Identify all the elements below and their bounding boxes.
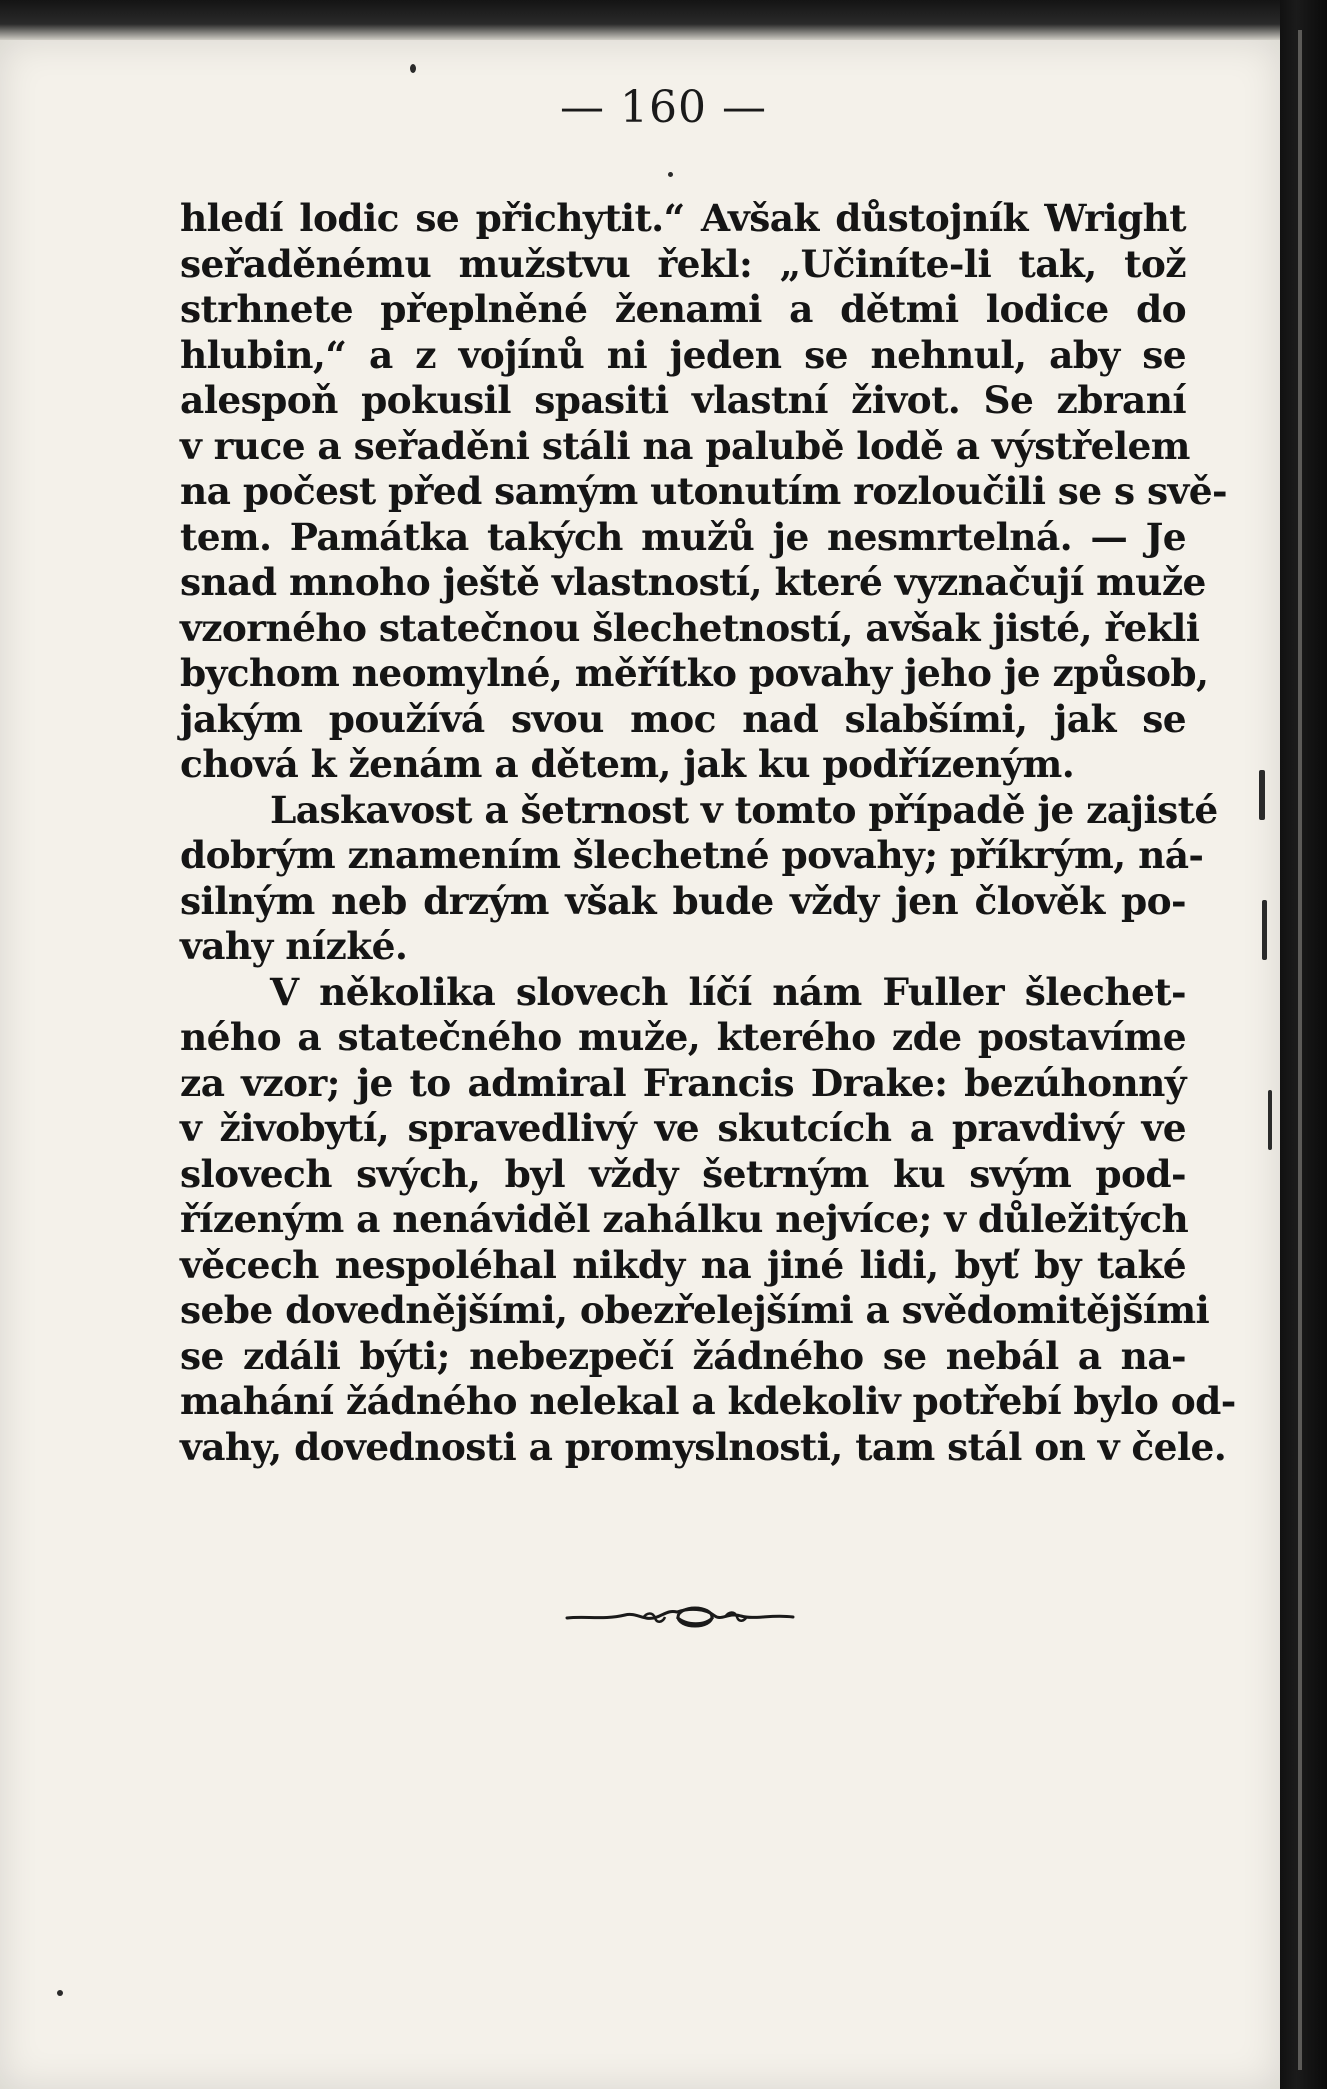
text-line: vzorného statečnou šlechetností, avšak jisté, řekli	[180, 605, 1200, 650]
text-line: ného a statečného muže, kterého zde postavíme	[180, 1015, 1186, 1059]
text-line: věcech nespoléhal nikdy na jiné lidi, byť by také	[180, 1242, 1186, 1287]
text-line: strhnete přeplněné ženami a dětmi lodice do	[180, 287, 1186, 331]
text-line: za vzor; je to admiral Francis Drake: bezúhonný	[180, 1060, 1186, 1105]
text-line: seřaděnému mužstvu řekl: „Učiníte-li tak, tož	[180, 241, 1186, 286]
text-line: v živobytí, spravedlivý ve skutcích a pravdivý ve	[180, 1106, 1186, 1150]
ornament-divider	[565, 1602, 795, 1632]
text-line: silným neb drzým však bude vždy jen člověk po-	[180, 878, 1186, 923]
text-line: hledí lodic se přichytit.“ Avšak důstojník Wright	[180, 196, 1186, 240]
text-line: vahy nízké.	[180, 924, 408, 968]
scan-right-edge	[1280, 0, 1327, 2089]
ink-speck	[668, 172, 673, 177]
text-line: snad mnoho ještě vlastností, které vyznačují muže	[180, 560, 1206, 604]
scan-top-edge	[0, 0, 1280, 40]
text-line: jakým používá svou moc nad slabšími, jak se	[180, 696, 1186, 741]
page-gutter-strip	[1298, 30, 1302, 2070]
text-line: bychom neomylné, měřítko povahy jeho je způsob,	[180, 651, 1209, 695]
text-line: Laskavost a šetrnost v tomto případě je zajisté	[270, 787, 1218, 832]
text-line: V několika slovech líčí nám Fuller šlechet-	[270, 969, 1186, 1014]
text-line: mahání žádného nelekal a kdekoliv potřebí bylo od-	[180, 1379, 1236, 1423]
text-line: chová k ženám a dětem, jak ku podřízeným.	[180, 742, 1075, 786]
text-line: hlubin,“ a z vojínů ni jeden se nehnul, aby se	[180, 332, 1186, 377]
text-line: sebe dovednějšími, obezřelejšími a svědomitějšími	[180, 1288, 1210, 1332]
body-text	[180, 196, 1236, 1470]
text-line: dobrým znamením šlechetné povahy; příkrým, ná-	[180, 833, 1204, 877]
text-line: alespoň pokusil spasiti vlastní život. Se zbraní	[180, 378, 1186, 422]
ink-speck	[57, 1990, 63, 1996]
ink-speck	[1259, 770, 1265, 820]
page-number: — 160 —	[560, 82, 767, 133]
text-line: v ruce a seřaděni stáli na palubě lodě a výstřelem	[180, 423, 1190, 468]
text-line: vahy, dovednosti a promyslnosti, tam stál on v čele.	[180, 1424, 1227, 1469]
text-line: slovech svých, byl vždy šetrným ku svým pod-	[180, 1151, 1186, 1196]
ink-speck	[1268, 1090, 1272, 1150]
text-line: se zdáli býti; nebezpečí žádného se nebál a na-	[180, 1333, 1186, 1378]
text-line: řízeným a nenáviděl zahálku nejvíce; v důležitých	[180, 1197, 1189, 1241]
ink-speck	[410, 64, 416, 73]
text-line: na počest před samým utonutím rozloučili se s svě-	[180, 469, 1227, 513]
text-line: tem. Památka takých mužů je nesmrtelná. — Je	[180, 514, 1186, 559]
ink-speck	[1262, 900, 1267, 960]
